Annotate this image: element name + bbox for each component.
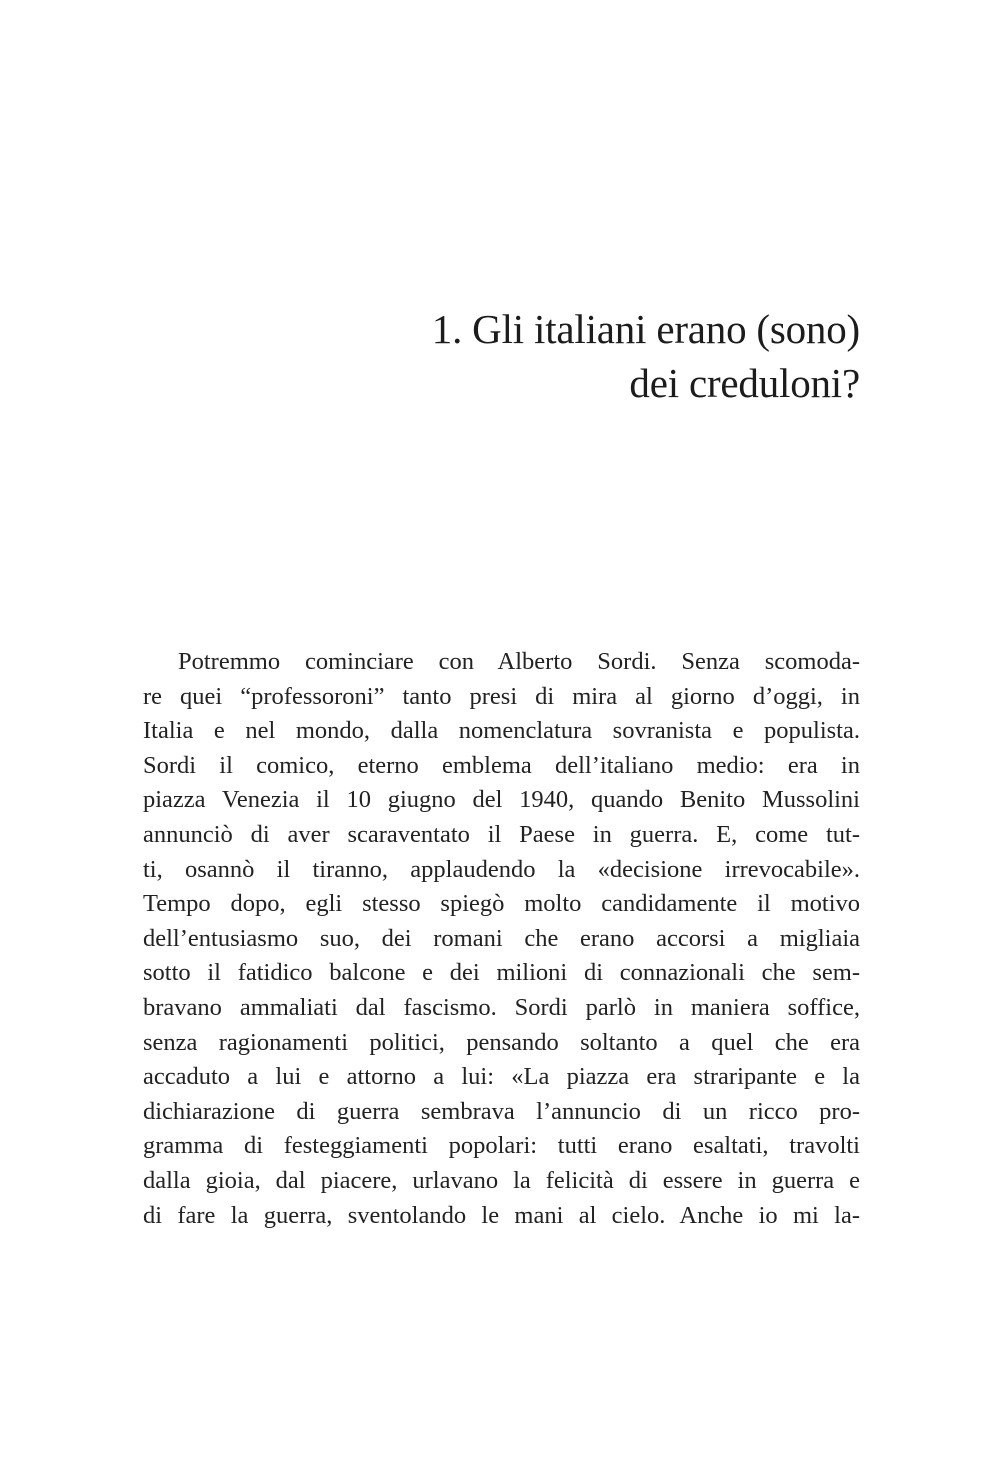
chapter-title-line-2: dei creduloni?: [629, 360, 860, 406]
text-line: Italia e nel mondo, dalla nomenclatura sovranista e populista.: [143, 717, 860, 745]
body-paragraph: [143, 645, 860, 1233]
text-line: Potremmo cominciare con Alberto Sordi. Senza scomoda-: [178, 648, 860, 675]
text-line: sotto il fatidico balcone e dei milioni di connazionali che sem-: [143, 959, 860, 987]
text-line: gramma di festeggiamenti popolari: tutti erano esaltati, travolti: [143, 1132, 860, 1160]
text-line: piazza Venezia il 10 giugno del 1940, quando Benito Mussolini: [143, 786, 860, 814]
chapter-title: [143, 302, 860, 410]
text-line: re quei “professoroni” tanto presi di mira al giorno d’oggi, in: [143, 682, 860, 710]
text-line: ti, osannò il tiranno, applaudendo la «decisione irrevocabile».: [143, 855, 860, 883]
text-line: annunciò di aver scaraventato il Paese in guerra. E, come tut-: [143, 820, 860, 848]
text-line: accaduto a lui e attorno a lui: «La piazza era straripante e la: [143, 1063, 860, 1091]
text-line: dalla gioia, dal piacere, urlavano la felicità di essere in guerra e: [143, 1166, 860, 1194]
text-line: dell’entusiasmo suo, dei romani che erano accorsi a migliaia: [143, 924, 860, 952]
text-line: Sordi il comico, eterno emblema dell’italiano medio: era in: [143, 751, 860, 779]
text-line: di fare la guerra, sventolando le mani al cielo. Anche io mi la-: [143, 1201, 860, 1229]
text-line: senza ragionamenti politici, pensando soltanto a quel che era: [143, 1028, 860, 1056]
text-line: dichiarazione di guerra sembrava l’annuncio di un ricco pro-: [143, 1097, 860, 1125]
chapter-title-line-1: 1. Gli italiani erano (sono): [431, 306, 860, 352]
text-line: Tempo dopo, egli stesso spiegò molto candidamente il motivo: [143, 890, 860, 918]
text-line: bravano ammaliati dal fascismo. Sordi parlò in maniera soffice,: [143, 993, 860, 1021]
